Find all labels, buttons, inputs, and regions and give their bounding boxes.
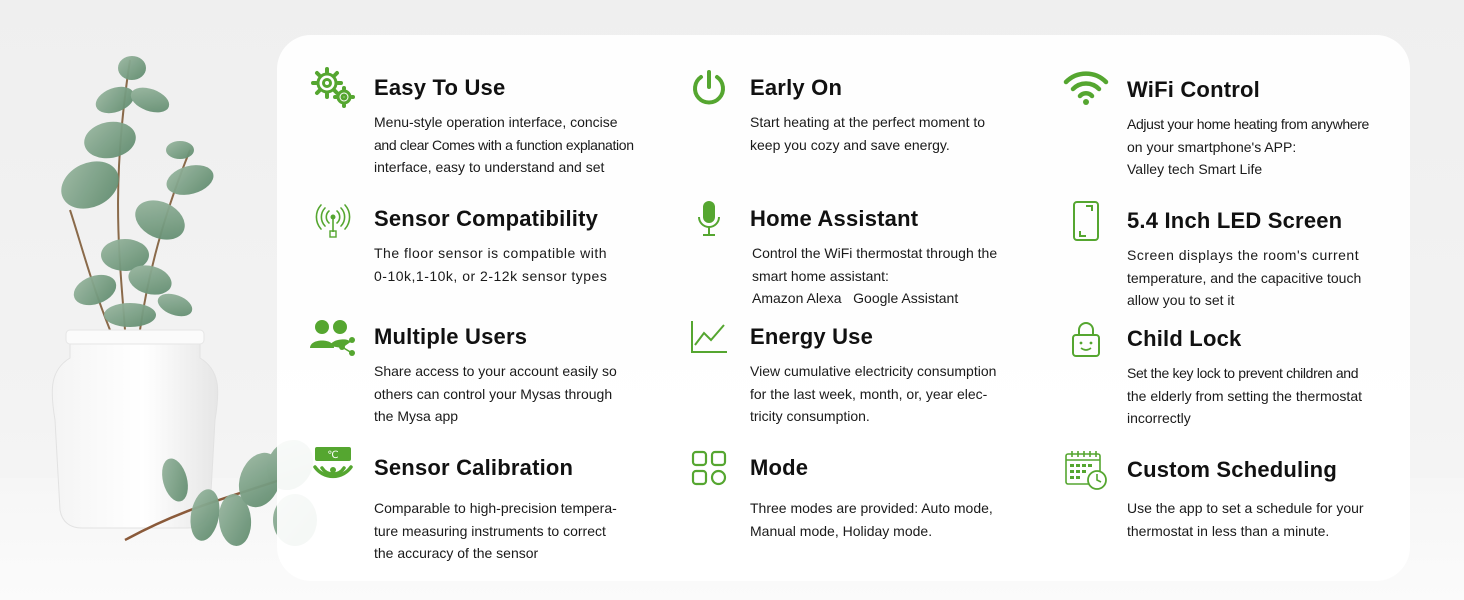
feature-description: Comparable to high-precision tempera- ture measuring instruments to correct the accuracy of the sensor [374,500,617,561]
feature-title: Easy To Use [374,75,506,100]
feature-energy-use [750,324,1080,428]
feature-description: Menu-style operation interface, concise and clear Comes with a function explanation interface, easy to understand and set [374,114,634,175]
feature-multiple-users [374,324,704,428]
feature-description: The floor sensor is compatible with 0-10k,1-10k, or 2-12k sensor types [374,245,608,284]
sensor-signal-icon [310,196,356,242]
feature-title: Home Assistant [750,206,919,231]
power-icon [686,65,732,111]
gears-icon [310,65,356,111]
padlock-icon [1063,316,1109,362]
feature-description: Control the WiFi thermostat through the smart home assistant: Amazon Alexa Google Assistant [752,245,998,306]
line-chart-icon [686,314,732,360]
feature-title: WiFi Control [1127,77,1260,102]
celsius-symbol: ℃ [327,450,339,461]
feature-title: Sensor Calibration [374,455,574,480]
feature-child-lock [1127,326,1457,430]
feature-description: View cumulative electricity consumption for the last week, month, or, year elec- tricity consumption. [750,363,997,424]
feature-title: Sensor Compatibility [374,206,599,231]
feature-title: Mode [750,455,809,480]
feature-wifi-control [1127,77,1457,181]
feature-description: Use the app to set a schedule for your thermostat in less than a minute. [1127,500,1364,539]
feature-title: Energy Use [750,324,874,349]
feature-sensor-calibration [327,450,704,565]
microphone-icon [686,196,732,242]
feature-title: 5.4 Inch LED Screen [1127,208,1343,233]
feature-mode [750,455,1080,542]
feature-description: Screen displays the room's current temperature, and the capacitive touch allow you to set it [1127,247,1362,308]
mode-grid-icon [686,445,732,491]
feature-easy-to-use [374,75,704,179]
smartphone-icon [1063,198,1109,244]
calendar-clock-icon [1063,447,1109,493]
feature-sensor-compatibility [374,206,704,287]
users-share-icon [310,314,356,360]
feature-description: Set the key lock to prevent children and the elderly from setting the thermostat incorrectly [1127,365,1362,426]
feature-custom-scheduling [1127,457,1457,542]
feature-description: Start heating at the perfect moment to keep you cozy and save energy. [750,114,986,153]
feature-early-on [750,75,1080,156]
feature-description: Adjust your home heating from anywhere on your smartphone's APP: Valley tech Smart Life [1127,116,1369,177]
celsius-calibration-icon [310,445,356,491]
feature-title: Custom Scheduling [1127,457,1337,482]
feature-led-screen [1127,208,1457,312]
feature-title: Child Lock [1127,326,1242,351]
feature-home-assistant [750,206,1080,310]
features-card [277,35,1410,581]
feature-description: Three modes are provided: Auto mode, Manual mode, Holiday mode. [750,500,993,539]
feature-title: Multiple Users [374,324,528,349]
feature-title: Early On [750,75,843,100]
wifi-icon [1063,65,1109,111]
feature-description: Share access to your account easily so others can control your Mysas through the Mysa app [374,363,617,424]
